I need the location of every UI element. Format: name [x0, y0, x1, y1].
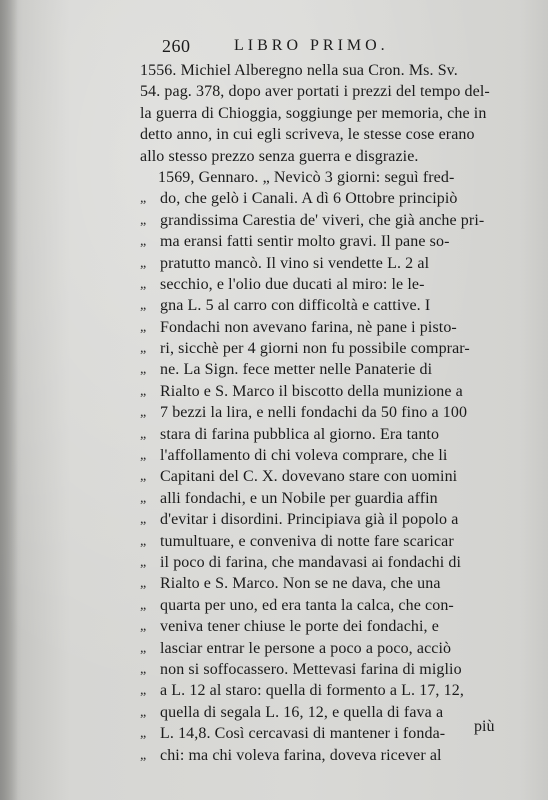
text-line	[140, 210, 532, 231]
line-text: 1569, Gennaro. „ Nevicò 3 giorni: seguì fred-	[158, 168, 455, 186]
line-text: 1556. Michiel Alberegno nella sua Cron. Ms. Sv.	[140, 62, 458, 79]
quote-mark: „	[140, 362, 147, 378]
text-line	[140, 295, 532, 316]
text-line	[140, 338, 532, 359]
line-text: allo stesso prezzo senza guerra e disgrazie.	[140, 147, 419, 165]
quote-mark: „	[140, 640, 147, 656]
line-text: 54. pag. 378, dopo aver portati i prezzi del tempo del-	[140, 83, 490, 101]
text-line	[140, 124, 532, 145]
text-line	[140, 274, 532, 295]
quote-mark: „	[140, 533, 147, 549]
line-text: grandissima Carestia de' viveri, che già anche pri-	[160, 211, 485, 229]
quote-mark: „	[140, 448, 147, 464]
quote-mark: „	[140, 747, 147, 763]
quote-mark: „	[140, 704, 147, 720]
line-text: lasciar entrar le persone a poco a poco, acciò	[160, 639, 452, 657]
line-text: stara di farina pubblica al giorno. Era tanto	[160, 425, 440, 443]
text-line	[140, 60, 532, 81]
quote-mark: „	[140, 341, 147, 357]
line-text: Capitani del C. X. dovevano stare con uomini	[160, 468, 458, 486]
line-text: gna L. 5 al carro con difficoltà e cattive. I	[160, 297, 431, 315]
text-line	[140, 402, 532, 423]
line-text: Fondachi non avevano farina, nè pane i pisto-	[160, 318, 457, 336]
page-gutter-shadow	[0, 0, 18, 800]
page-number: 260	[162, 36, 191, 56]
line-text: ri, sicchè per 4 giorni non fu possibile comprar-	[160, 340, 470, 358]
quote-mark: „	[140, 619, 147, 635]
quote-mark: „	[140, 469, 147, 485]
quote-mark: „	[140, 597, 147, 613]
quote-mark: „	[140, 298, 147, 314]
running-title: LIBRO PRIMO.	[234, 37, 389, 54]
quote-mark: „	[140, 319, 147, 335]
page-header	[162, 36, 442, 60]
text-line	[140, 231, 532, 252]
line-text: chi: ma chi voleva farina, doveva ricever al	[160, 746, 442, 764]
quote-mark: „	[140, 234, 147, 250]
text-line	[140, 659, 532, 680]
quote-mark: „	[140, 726, 147, 742]
text-line	[140, 359, 532, 380]
line-text: ne. La Sign. fece metter nelle Panaterie di	[160, 361, 433, 379]
line-text: do, che gelò i Canali. A dì 6 Ottobre principiò	[160, 190, 458, 208]
line-text: tumultuare, e conveniva di notte fare scaricar	[160, 532, 454, 550]
text-line	[140, 488, 532, 509]
quote-mark: „	[140, 255, 147, 271]
text-line	[140, 81, 532, 102]
quote-mark: „	[140, 512, 147, 528]
line-text: secchio, e l'olio due ducati al miro: le le-	[160, 275, 425, 293]
text-line	[140, 616, 532, 637]
text-line	[140, 680, 532, 701]
line-text: Rialto e S. Marco il biscotto della munizione a	[160, 382, 463, 400]
line-text: ma eransi fatti sentir molto gravi. Il pane so-	[160, 233, 450, 251]
quote-mark: „	[140, 383, 147, 399]
quote-mark: „	[140, 683, 147, 699]
text-line	[140, 745, 532, 766]
quote-mark: „	[140, 490, 147, 506]
text-line	[140, 103, 532, 124]
line-text: detto anno, in cui egli scriveva, le stesse cose erano	[140, 126, 475, 144]
text-line	[140, 188, 532, 209]
line-text: quarta per uno, ed era tanta la calca, che con-	[160, 596, 454, 614]
line-text: il poco di farina, che mandavasi ai fondachi di	[160, 553, 462, 571]
quote-mark: „	[140, 554, 147, 570]
line-text: d'evitar i disordini. Principiava già il popolo a	[160, 511, 459, 529]
text-line	[140, 573, 532, 594]
quote-mark: „	[140, 276, 147, 292]
line-text: 7 bezzi la lira, e nelli fondachi da 50 fino a 100	[160, 404, 468, 422]
text-line	[140, 445, 532, 466]
line-text: quella di segala L. 16, 12, e quella di fava a	[160, 703, 444, 721]
line-text: pratutto mancò. Il vino si vendette L. 2 al	[160, 254, 430, 272]
catchword: più	[474, 718, 495, 735]
line-text: la guerra di Chioggia, soggiunge per memoria, che in	[140, 104, 487, 122]
text-line	[140, 381, 532, 402]
text-line	[140, 595, 532, 616]
quote-mark: „	[140, 576, 147, 592]
line-text: a L. 12 al staro: quella di formento a L. 17, 12,	[160, 682, 464, 700]
text-line	[140, 466, 532, 487]
text-line	[140, 317, 532, 338]
text-line	[140, 424, 532, 445]
text-line	[140, 146, 532, 167]
quote-mark: „	[140, 191, 147, 207]
text-line	[140, 552, 532, 573]
text-block	[140, 60, 532, 766]
line-text: l'affollamento di chi voleva comprare, che li	[160, 447, 448, 465]
line-text: veniva tener chiuse le porte dei fondachi, e	[160, 618, 439, 636]
text-line	[140, 531, 532, 552]
quote-mark: „	[140, 405, 147, 421]
quote-mark: „	[140, 661, 147, 677]
line-text: Rialto e S. Marco. Non se ne dava, che una	[160, 575, 441, 593]
line-text: non si soffocassero. Mettevasi farina di miglio	[160, 660, 462, 678]
text-line	[140, 509, 532, 530]
text-line	[140, 638, 532, 659]
line-text: alli fondachi, e un Nobile per guardia affin	[160, 489, 438, 507]
line-text: L. 14,8. Così cercavasi di mantener i fonda-	[160, 725, 446, 743]
text-line	[140, 167, 532, 188]
quote-mark: „	[140, 426, 147, 442]
text-line	[140, 253, 532, 274]
quote-mark: „	[140, 212, 147, 228]
